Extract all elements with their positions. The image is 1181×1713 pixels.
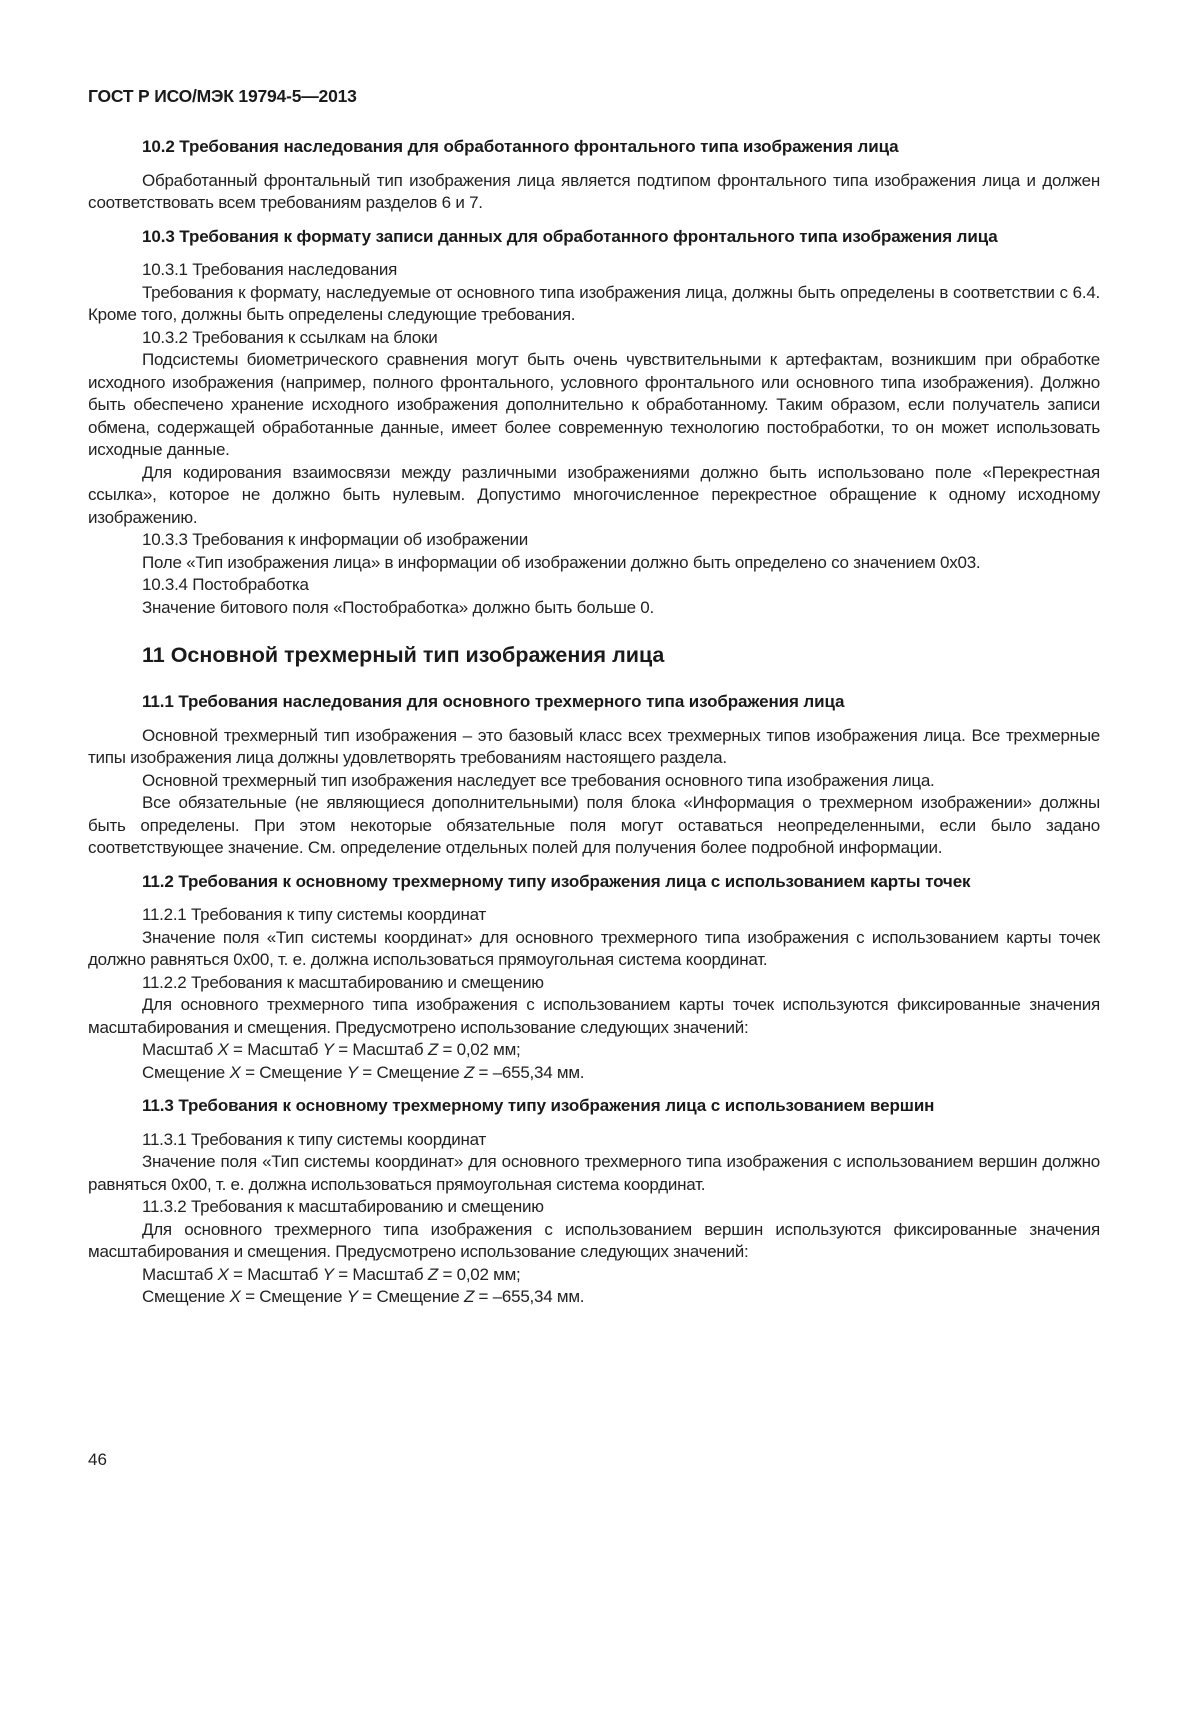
formula-text: Масштаб: [142, 1264, 213, 1284]
formula-text: –655,34 мм.: [492, 1287, 585, 1306]
page-number: 46: [88, 1450, 107, 1469]
formula-text: =: [228, 1264, 248, 1284]
formula-text: =: [240, 1287, 260, 1306]
offset-formula: [88, 1286, 1100, 1309]
paragraph: Значение поля «Тип системы координат» для основного трехмерного типа изображения с использованием карты точек должно равняться 0x00, т. е. должна использоваться прямоугольная система координат.: [88, 927, 1100, 969]
paragraph: Значение поля «Тип системы координат» для основного трехмерного типа изображения с использованием вершин должно равняться 0x00, т. е. должна использоваться прямоугольная система координат.: [88, 1152, 1100, 1194]
paragraph: Основной трехмерный тип изображения наследует все требования основного типа изображения лица.: [142, 770, 935, 790]
formula-text: =: [437, 1264, 457, 1284]
subsection-10-3-3-title: 10.3.3 Требования к информации об изображении: [142, 530, 529, 549]
formula-variable: Z: [463, 1062, 475, 1082]
formula-variable: Y: [322, 1040, 334, 1059]
section-11-2-heading: 11.2 Требования к основному трехмерному типу изображения лица с использованием карты точек: [142, 871, 971, 891]
formula-text: Смещение: [376, 1062, 460, 1082]
formula-text: Масштаб: [352, 1040, 424, 1059]
formula-text: Масштаб: [352, 1264, 424, 1284]
paragraph: Обработанный фронтальный тип изображения лица является подтипом фронтального типа изображения лица и должен соответствовать всем требованиям разделов 6 и 7.: [88, 170, 1100, 212]
formula-text: =: [333, 1264, 353, 1284]
subsection-10-3-2-title: 10.3.2 Требования к ссылкам на блоки: [142, 327, 438, 347]
formula-text: Смещение: [376, 1287, 460, 1306]
subsection-10-3-1-title: 10.3.1 Требования наследования: [142, 260, 398, 279]
formula-variable: Z: [427, 1040, 438, 1059]
formula-text: Смещение: [259, 1287, 343, 1306]
document-header: ГОСТ Р ИСО/МЭК 19794-5—2013: [88, 86, 357, 106]
section-11-1-heading: 11.1 Требования наследования для основного трехмерного типа изображения лица: [142, 692, 845, 711]
formula-text: =: [228, 1040, 248, 1059]
formula-variable: X: [217, 1264, 229, 1284]
formula-text: =: [474, 1062, 493, 1082]
paragraph: Подсистемы биометрического сравнения могут быть очень чувствительными к артефактам, возникшим при обработке исходного изображения (например, полного фронтального, условного фронтального или основного типа изображения). Должно быть обеспечено хранение исходного изображения дополнительно к обработанному. Таким образом, если получатель записи обмена, содержащей обработанные данные, имеет более современную технологию постобработки, то он может использовать исходные данные.: [88, 350, 1100, 459]
section-10-3-heading: 10.3 Требования к формату записи данных для обработанного фронтального типа изображения лица: [142, 226, 998, 246]
formula-text: =: [357, 1287, 377, 1306]
formula-text: –655,34 мм.: [492, 1062, 585, 1082]
formula-text: 0,02 мм;: [456, 1040, 521, 1059]
formula-text: 0,02 мм;: [456, 1264, 521, 1284]
scale-formula: [88, 1264, 1100, 1287]
offset-formula: [88, 1062, 1100, 1085]
subsection-11-3-1-title: 11.3.1 Требования к типу системы координат: [142, 1129, 486, 1149]
formula-text: Смещение: [259, 1062, 343, 1082]
paragraph: Требования к формату, наследуемые от основного типа изображения лица, должны быть определены в соответствии с 6.4. Кроме того, должны быть определены следующие требования.: [88, 282, 1100, 324]
subsection-11-2-1-title: 11.2.1 Требования к типу системы координат: [142, 905, 486, 924]
formula-variable: Y: [346, 1287, 358, 1306]
formula-text: Масштаб: [247, 1040, 319, 1059]
paragraph: Основной трехмерный тип изображения – это базовый класс всех трехмерных типов изображения лица. Все трехмерные типы изображения лица должны удовлетворять требованиям настоящего раздела.: [88, 725, 1100, 767]
paragraph: Значение битового поля «Постобработка» должно быть больше 0.: [142, 597, 654, 617]
formula-text: =: [333, 1040, 353, 1059]
paragraph: Для основного трехмерного типа изображения с использованием вершин используются фиксированные значения масштабирования и смещения. Предусмотрено использование следующих значений:: [88, 1219, 1100, 1261]
formula-variable: X: [229, 1287, 241, 1306]
formula-text: =: [240, 1062, 260, 1082]
paragraph: Для кодирования взаимосвязи между различными изображениями должно быть использовано поле «Перекрестная ссылка», которое не должно быть нулевым. Допустимо многочисленное перекрестное обращение к одному исходному изображению.: [88, 462, 1100, 527]
formula-text: =: [437, 1040, 457, 1059]
formula-text: Масштаб: [247, 1264, 319, 1284]
section-11-heading: 11 Основной трехмерный тип изображения лица: [142, 643, 665, 667]
subsection-10-3-4-title: 10.3.4 Постобработка: [142, 575, 309, 594]
subsection-11-2-2-title: 11.2.2 Требования к масштабированию и смещению: [142, 972, 544, 992]
formula-text: Смещение: [142, 1287, 226, 1306]
formula-variable: Y: [346, 1062, 358, 1082]
formula-text: =: [357, 1062, 377, 1082]
paragraph: Все обязательные (не являющиеся дополнительными) поля блока «Информация о трехмерном изображении» должны быть определены. При этом некоторые обязательные поля могут оставаться неопределенными, если было задано соответствующее значение. См. определение отдельных полей для получения более подробной информации.: [88, 793, 1100, 857]
section-11-3-heading: 11.3 Требования к основному трехмерному типу изображения лица с использованием вершин: [142, 1096, 935, 1115]
formula-variable: X: [217, 1040, 229, 1059]
formula-variable: Y: [322, 1264, 334, 1284]
scale-formula: [88, 1039, 1100, 1062]
formula-text: Смещение: [142, 1062, 226, 1082]
section-10-2-heading: 10.2 Требования наследования для обработанного фронтального типа изображения лица: [142, 137, 899, 156]
formula-variable: X: [229, 1062, 241, 1082]
formula-variable: Z: [463, 1287, 475, 1306]
formula-variable: Z: [427, 1264, 438, 1284]
formula-text: =: [474, 1287, 493, 1306]
subsection-11-3-2-title: 11.3.2 Требования к масштабированию и смещению: [142, 1197, 544, 1216]
formula-text: Масштаб: [142, 1040, 213, 1059]
paragraph: Для основного трехмерного типа изображения с использованием карты точек используются фиксированные значения масштабирования и смещения. Предусмотрено использование следующих значений:: [88, 995, 1100, 1037]
paragraph: Поле «Тип изображения лица» в информации об изображении должно быть определено со значением 0x03.: [142, 552, 981, 572]
